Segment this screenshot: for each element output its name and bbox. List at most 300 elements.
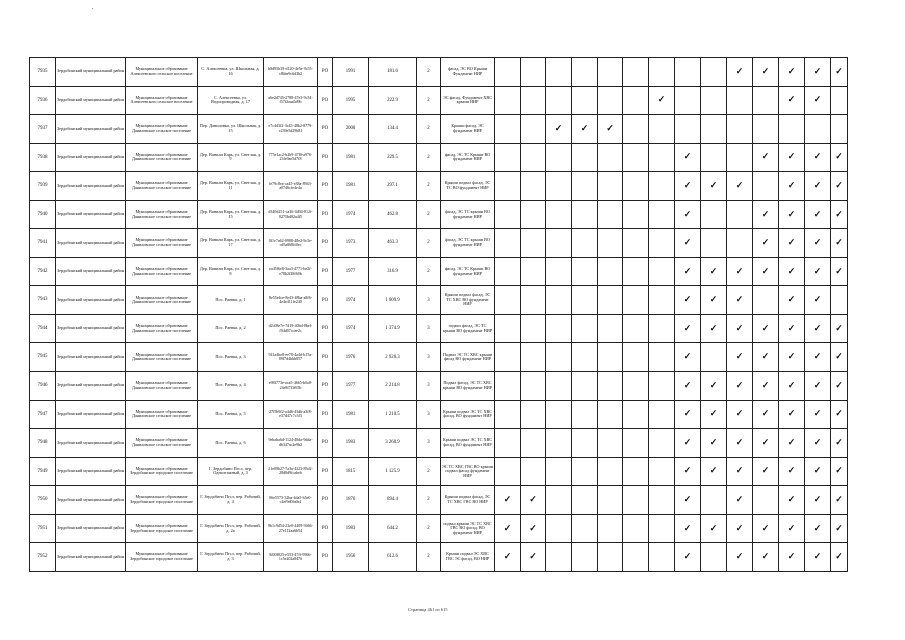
house-code-cell: 27f5b9f2-a4d6-43d6-a3f8-e37d47c7c3f3 [264,400,318,429]
check-mark-icon: ✓ [727,457,753,486]
year-cell: 1974 [333,286,369,315]
check-mark-icon: ✓ [831,543,848,572]
year-cell: 2000 [333,115,369,144]
year-cell: 1983 [333,429,369,458]
check-mark-icon: ✓ [727,257,753,286]
check-mark-icon: ✓ [675,314,701,343]
house-code-cell: a6e2d745-2788-47e3-9c54-f57f2aaa5d9b [264,86,318,115]
empty-mark-cell [521,343,546,372]
district-cell: Зердобинский муниципальный район [56,58,126,87]
empty-mark-cell [623,429,649,458]
check-mark-icon: ✓ [831,514,848,543]
empty-mark-cell [572,343,598,372]
address-cell: С. Алексеевка, ул. Водопроводная, д. 17 [198,86,264,115]
check-mark-icon: ✓ [753,257,779,286]
municipality-cell: Муниципальное образование Алексеевского сельское поселение [126,86,198,115]
check-mark-icon: ✓ [805,257,831,286]
address-cell: Дер. Ванили Карь, ул. Светлая, д. 11 [198,172,264,201]
check-mark-icon: ✓ [831,200,848,229]
empty-mark-cell [546,429,572,458]
works-cell: Подвал ЭС ТС ХВС крыши фасад ВО фундамент НИР [441,343,495,372]
count-cell: 3 [417,429,441,458]
table-row [30,372,848,401]
check-mark-icon: ✓ [675,143,701,172]
works-cell: Крыши подвал ЭС ХВС ГВС ЭС фасад, ВО НИР [441,543,495,572]
po-cell: РО [318,229,333,258]
municipality-cell: Муниципальное образование Даниловское сельское поселение [126,314,198,343]
district-cell: Зердобинский муниципальный район [56,514,126,543]
check-mark-icon: ✓ [779,429,805,458]
check-mark-icon: ✓ [701,257,727,286]
area-cell: 134.4 [369,115,417,144]
empty-mark-cell [623,172,649,201]
row-number: 7949 [30,457,56,486]
empty-mark-cell [727,86,753,115]
empty-mark-cell [623,58,649,87]
check-mark-icon: ✓ [805,400,831,429]
check-mark-icon: ✓ [805,314,831,343]
row-number: 7940 [30,200,56,229]
po-cell: РО [318,257,333,286]
district-cell: Зердобинский муниципальный район [56,143,126,172]
empty-mark-cell [572,429,598,458]
address-cell: С. Алексеевка, ул. Школьная, д. 16 [198,58,264,87]
empty-mark-cell [598,314,623,343]
area-cell: 222.9 [369,86,417,115]
empty-mark-cell [649,172,675,201]
empty-mark-cell [495,343,521,372]
row-number: 7937 [30,115,56,144]
empty-mark-cell [727,200,753,229]
count-cell: 3 [417,372,441,401]
address-cell: Дер. Ванили Карь, ул. Светлая, д. 17 [198,229,264,258]
municipality-cell: Муниципальное образование Даниловское сельское поселение [126,429,198,458]
empty-mark-cell [831,86,848,115]
works-cell: Крыши подвал фасад, ЭС ТС ВО фундамент НИР [441,172,495,201]
check-mark-icon: ✓ [727,543,753,572]
check-mark-icon: ✓ [727,429,753,458]
works-cell: Крыши фасад, ЭС фундамент НИР [441,115,495,144]
row-number: 7948 [30,429,56,458]
row-number: 7935 [30,58,56,87]
check-mark-icon: ✓ [753,200,779,229]
count-cell: 2 [417,486,441,515]
district-cell: Зердобинский муниципальный район [56,115,126,144]
check-mark-icon: ✓ [546,115,572,144]
check-mark-icon: ✓ [753,229,779,258]
check-mark-icon: ✓ [805,514,831,543]
empty-mark-cell [598,400,623,429]
table-row [30,115,848,144]
check-mark-icon: ✓ [805,543,831,572]
empty-mark-cell [598,372,623,401]
table-row [30,429,848,458]
area-cell: 1 210.5 [369,400,417,429]
check-mark-icon: ✓ [779,143,805,172]
house-code-cell: 9ebaba6d-1124-48da-9dda-d6347ac2e9b2 [264,429,318,458]
table-row [30,514,848,543]
row-number: 7945 [30,343,56,372]
empty-mark-cell [701,200,727,229]
empty-mark-cell [546,457,572,486]
empty-mark-cell [649,429,675,458]
check-mark-icon: ✓ [572,115,598,144]
table-row [30,257,848,286]
count-cell: 3 [417,343,441,372]
empty-mark-cell [623,257,649,286]
empty-mark-cell [598,457,623,486]
municipality-cell: Муниципальное образование Зердобинское городское поселение [126,543,198,572]
check-mark-icon: ✓ [779,486,805,515]
count-cell: 2 [417,543,441,572]
check-mark-icon: ✓ [675,229,701,258]
empty-mark-cell [495,457,521,486]
po-cell: РО [318,400,333,429]
address-cell: Дер. Ванили Карь, ул. Светлая, д. 8 [198,257,264,286]
house-code-cell: d340d251-ca36-4d94-812f-0275bd02a4f5 [264,200,318,229]
empty-mark-cell [572,58,598,87]
po-cell: РО [318,86,333,115]
empty-mark-cell [521,286,546,315]
area-cell: 297.1 [369,172,417,201]
empty-mark-cell [521,400,546,429]
check-mark-icon: ✓ [779,58,805,87]
district-cell: Зердобинский муниципальный район [56,343,126,372]
empty-mark-cell [546,172,572,201]
empty-mark-cell [546,286,572,315]
po-cell: РО [318,314,333,343]
area-cell: 229.5 [369,143,417,172]
empty-mark-cell [495,143,521,172]
year-cell: 1976 [333,343,369,372]
table-row [30,543,848,572]
check-mark-icon: ✓ [521,486,546,515]
empty-mark-cell [521,200,546,229]
po-cell: РО [318,486,333,515]
empty-mark-cell [495,58,521,87]
house-code-cell: 8f00f825-e553-47ff-9966-1c5e202a8476 [264,543,318,572]
check-mark-icon: ✓ [831,172,848,201]
table-row [30,486,848,515]
works-cell: фасад, ЭС ТС Крыши ВО фундамент НИР [441,143,495,172]
check-mark-icon: ✓ [805,372,831,401]
empty-mark-cell [598,172,623,201]
page-footer: Страница 461 из 615 [408,607,448,612]
check-mark-icon: ✓ [495,486,521,515]
house-code-cell: e7c4d3f2-3c45-48b2-8779-c239e5d29b81 [264,115,318,144]
check-mark-icon: ✓ [675,257,701,286]
empty-mark-cell [521,115,546,144]
year-cell: 1977 [333,257,369,286]
table-row [30,400,848,429]
year-cell: 1983 [333,514,369,543]
check-mark-icon: ✓ [831,229,848,258]
empty-mark-cell [546,229,572,258]
check-mark-icon: ✓ [495,514,521,543]
check-mark-icon: ✓ [701,457,727,486]
house-code-cell: 8e55e4ce-8e43-48ba-a8f6-4e4e411fe240 [264,286,318,315]
empty-mark-cell [623,514,649,543]
po-cell: РО [318,429,333,458]
address-cell: Пер. Даниловка, ул. Школьная, д. 15 [198,115,264,144]
empty-mark-cell [701,343,727,372]
area-cell: 2 920.3 [369,343,417,372]
house-code-cell: e98f773e-aca5-4665-b0a8-24e8f7f3f65b [264,372,318,401]
empty-mark-cell [598,86,623,115]
empty-mark-cell [623,200,649,229]
house-code-cell: b8d95b39-d120-4e5e-9c55-c8bbe9c6d3b2 [264,58,318,87]
year-cell: 1956 [333,543,369,572]
check-mark-icon: ✓ [701,429,727,458]
check-mark-icon: ✓ [675,372,701,401]
check-mark-icon: ✓ [753,429,779,458]
check-mark-icon: ✓ [831,314,848,343]
check-mark-icon: ✓ [805,343,831,372]
check-mark-icon: ✓ [521,543,546,572]
check-mark-icon: ✓ [675,429,701,458]
check-mark-icon: ✓ [805,200,831,229]
register-body [30,58,848,572]
check-mark-icon: ✓ [779,257,805,286]
empty-mark-cell [495,257,521,286]
works-cell: Крыши подвал фасад, ЭС ТС ХВС ВО фундамент НИР [441,286,495,315]
empty-mark-cell [546,143,572,172]
area-cell: 2 214.8 [369,372,417,401]
empty-mark-cell [546,314,572,343]
works-cell: фасад, ЭС ВО Крыши Фундамент НИР [441,58,495,87]
check-mark-icon: ✓ [805,172,831,201]
area-cell: 316.9 [369,257,417,286]
address-cell: Пос. Раевка, д. 3 [198,343,264,372]
municipality-cell: Муниципальное образование Зердобинское городское поселение [126,486,198,515]
check-mark-icon: ✓ [831,400,848,429]
count-cell: 2 [417,58,441,87]
po-cell: РО [318,543,333,572]
empty-mark-cell [521,229,546,258]
empty-mark-cell [495,286,521,315]
row-number: 7947 [30,400,56,429]
address-cell: Пос. Раевка, д. 2 [198,314,264,343]
district-cell: Зердобинский муниципальный район [56,543,126,572]
address-cell: Г. Зердобино Пгсл, пер. Рабочий, д. 3 [198,543,264,572]
empty-mark-cell [649,286,675,315]
works-cell: Крыши подвал ЭС ТС ХВС фасад, ВО фундамент НИР [441,429,495,458]
area-cell: 894.4 [369,486,417,515]
check-mark-icon: ✓ [598,115,623,144]
empty-mark-cell [701,86,727,115]
empty-mark-cell [701,58,727,87]
empty-mark-cell [521,457,546,486]
address-cell: Г. Зердобино Пгсл, пер. Рабочий, д. 2а [198,514,264,543]
empty-mark-cell [675,115,701,144]
empty-mark-cell [521,143,546,172]
works-cell: Крыши подвал фасад, ЭС ТС ХВС ГВС ВО НИР [441,486,495,515]
check-mark-icon: ✓ [727,400,753,429]
check-mark-icon: ✓ [831,143,848,172]
count-cell: 3 [417,286,441,315]
year-cell: 1991 [333,58,369,87]
check-mark-icon: ✓ [779,86,805,115]
check-mark-icon: ✓ [831,457,848,486]
check-mark-icon: ✓ [805,58,831,87]
empty-mark-cell [701,229,727,258]
municipality-cell: Муниципальное образование Даниловское сельское поселение [126,400,198,429]
empty-mark-cell [495,86,521,115]
check-mark-icon: ✓ [727,343,753,372]
empty-mark-cell [623,143,649,172]
district-cell: Зердобинский муниципальный район [56,286,126,315]
works-cell: Подвал фасад, ЭС ТС ХВС крыши ВО фундамент НИР [441,372,495,401]
check-mark-icon: ✓ [753,314,779,343]
works-cell: фасад, ЭС ТС крыши ВО фундамент НИР [441,200,495,229]
address-cell: Г. Зердобино Пгсл, пер. Одноэтажный, д. 3 [198,457,264,486]
check-mark-icon: ✓ [675,457,701,486]
check-mark-icon: ✓ [701,172,727,201]
empty-mark-cell [649,314,675,343]
check-mark-icon: ✓ [779,172,805,201]
municipality-cell: Муниципальное образование Даниловское сельское поселение [126,343,198,372]
check-mark-icon: ✓ [753,400,779,429]
check-mark-icon: ✓ [727,372,753,401]
area-cell: 612.6 [369,543,417,572]
empty-mark-cell [623,457,649,486]
table-row [30,286,848,315]
empty-mark-cell [598,229,623,258]
year-cell: 1981 [333,143,369,172]
empty-mark-cell [701,486,727,515]
check-mark-icon: ✓ [779,314,805,343]
register-table [29,57,848,572]
check-mark-icon: ✓ [675,343,701,372]
municipality-cell: Муниципальное образование Даниловское сельское поселение [126,286,198,315]
empty-mark-cell [753,286,779,315]
count-cell: 2 [417,514,441,543]
check-mark-icon: ✓ [675,200,701,229]
empty-mark-cell [521,314,546,343]
check-mark-icon: ✓ [779,372,805,401]
po-cell: РО [318,457,333,486]
empty-mark-cell [572,143,598,172]
district-cell: Зердобинский муниципальный район [56,400,126,429]
works-cell: подвал крыши ЭС ТС ХВС ГВС ВО фасад, ВО фундамент НИР [441,514,495,543]
empty-mark-cell [495,200,521,229]
house-code-cell: 0f1e7a62-0988-48e2-9c5e-cd5a868fdfec [264,229,318,258]
address-cell: Г. Зердобино Пгсл, пер. Рабочий, д. 4 [198,486,264,515]
po-cell: РО [318,372,333,401]
po-cell: РО [318,286,333,315]
check-mark-icon: ✓ [727,314,753,343]
check-mark-icon: ✓ [779,457,805,486]
empty-mark-cell [753,86,779,115]
empty-mark-cell [779,115,805,144]
year-cell: 1973 [333,229,369,258]
check-mark-icon: ✓ [779,343,805,372]
empty-mark-cell [623,286,649,315]
district-cell: Зердобинский муниципальный район [56,172,126,201]
empty-mark-cell [623,229,649,258]
empty-mark-cell [546,372,572,401]
works-cell: фасад, ЭС ТС Крыши ВО фундамент НИР [441,257,495,286]
empty-mark-cell [623,115,649,144]
empty-mark-cell [572,400,598,429]
district-cell: Зердобинский муниципальный район [56,86,126,115]
check-mark-icon: ✓ [831,257,848,286]
house-code-cell: 941a4be8-ee78-4a4d-b15a-89f7d4bbb857 [264,343,318,372]
check-mark-icon: ✓ [753,514,779,543]
empty-mark-cell [546,343,572,372]
table-row [30,229,848,258]
row-number: 7938 [30,143,56,172]
year-cell: 1876 [333,486,369,515]
address-cell: Пос. Раевка, д. 5 [198,400,264,429]
municipality-cell: Муниципальное образование Зердобинское городское поселение [126,457,198,486]
count-cell: 3 [417,314,441,343]
empty-mark-cell [623,543,649,572]
works-cell: ЭС фасад, Фундамент ХВС крыши НИР [441,86,495,115]
area-cell: 3 260.9 [369,429,417,458]
works-cell: фасад, ЭС ТС крыши ВО фундамент НИР [441,229,495,258]
empty-mark-cell [675,58,701,87]
address-cell: Дер. Ванили Карь, ул. Светлая, д. 9 [198,143,264,172]
table-row [30,172,848,201]
works-cell: ЭС ТС ХВС ГВС ВО крыши подвал фасад фундамент НИР [441,457,495,486]
empty-mark-cell [598,257,623,286]
house-code-cell: fe79c8ea-ca45-e38a-8943-a0746cfe4e4a [264,172,318,201]
empty-mark-cell [495,115,521,144]
scan-speck [92,8,93,9]
empty-mark-cell [649,115,675,144]
empty-mark-cell [546,514,572,543]
po-cell: РО [318,58,333,87]
empty-mark-cell [598,514,623,543]
check-mark-icon: ✓ [701,314,727,343]
count-cell: 3 [417,400,441,429]
check-mark-icon: ✓ [805,229,831,258]
empty-mark-cell [546,200,572,229]
house-code-cell: 775e1ac2-b2b9-47f0-a976-23fe9ae5d7f8 [264,143,318,172]
year-cell: 1995 [333,86,369,115]
empty-mark-cell [521,372,546,401]
count-cell: 2 [417,143,441,172]
empty-mark-cell [521,429,546,458]
empty-mark-cell [701,543,727,572]
empty-mark-cell [649,457,675,486]
empty-mark-cell [572,257,598,286]
empty-mark-cell [521,86,546,115]
check-mark-icon: ✓ [701,286,727,315]
municipality-cell: Муниципальное образование Даниловское сельское поселение [126,115,198,144]
empty-mark-cell [727,143,753,172]
check-mark-icon: ✓ [675,286,701,315]
empty-mark-cell [572,543,598,572]
po-cell: РО [318,343,333,372]
address-cell: Пос. Раевка, д. 4 [198,372,264,401]
table-row [30,457,848,486]
year-cell: 1974 [333,200,369,229]
empty-mark-cell [521,58,546,87]
check-mark-icon: ✓ [675,400,701,429]
count-cell: 2 [417,257,441,286]
municipality-cell: Муниципальное образование Зердобинское городское поселение [126,514,198,543]
empty-mark-cell [598,286,623,315]
check-mark-icon: ✓ [779,543,805,572]
empty-mark-cell [649,143,675,172]
empty-mark-cell [546,400,572,429]
municipality-cell: Муниципальное образование Даниловское сельское поселение [126,372,198,401]
check-mark-icon: ✓ [805,143,831,172]
count-cell: 2 [417,86,441,115]
check-mark-icon: ✓ [727,486,753,515]
